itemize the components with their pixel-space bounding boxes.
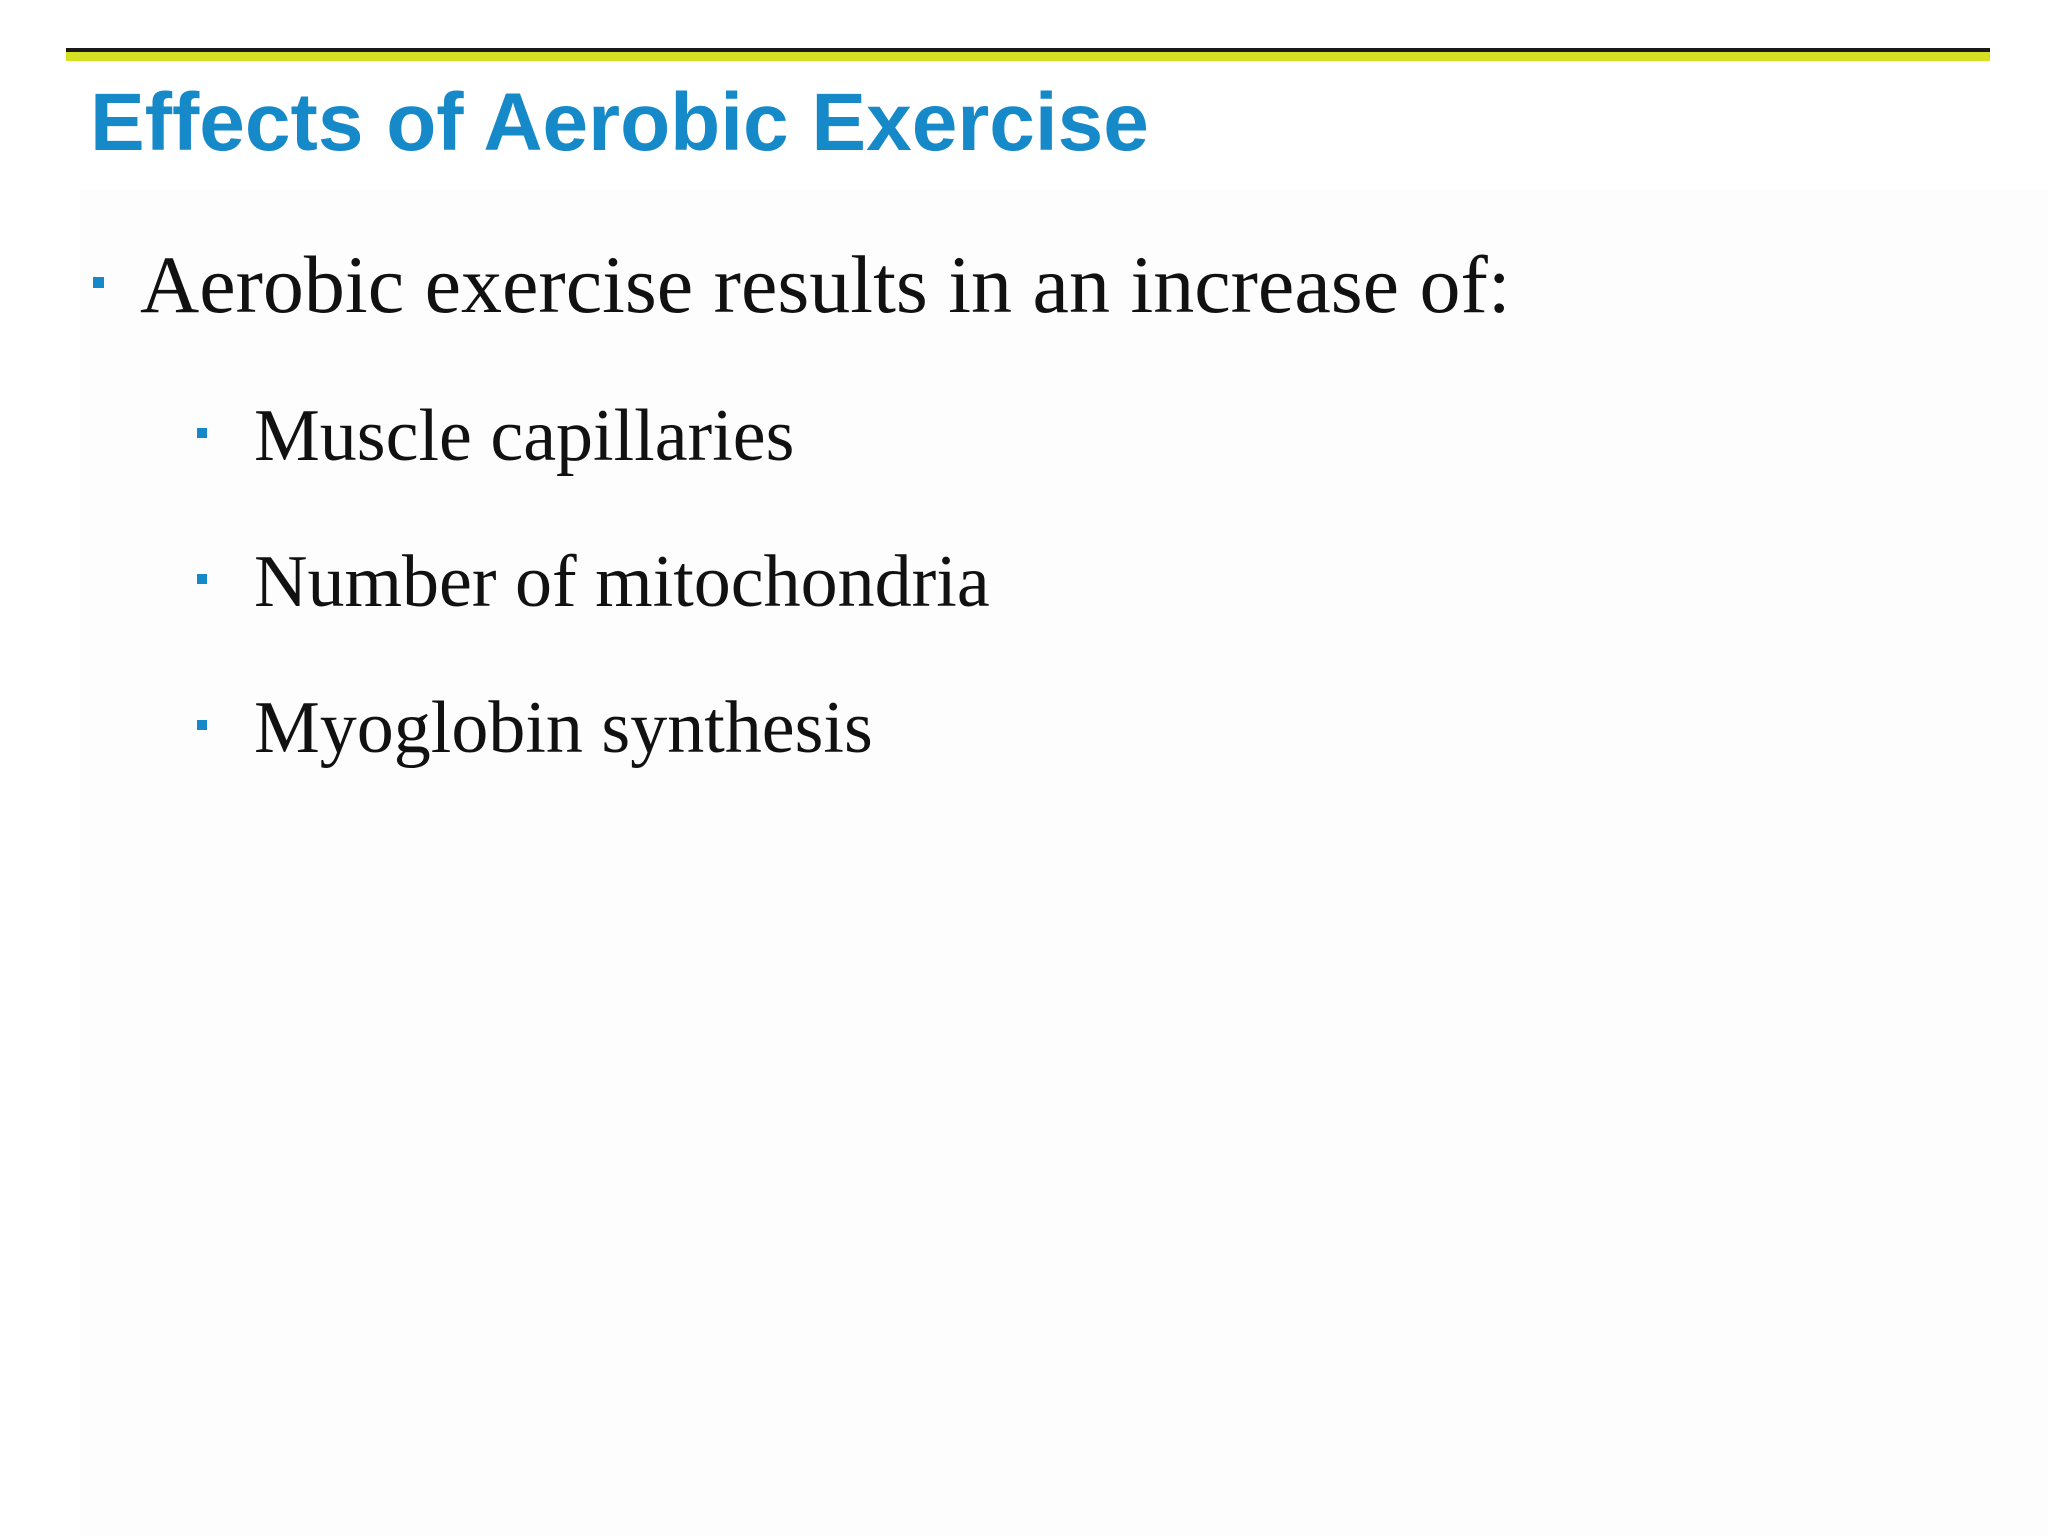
sub-bullet-item bbox=[254, 688, 873, 769]
sub-bullet-text: Muscle capillaries bbox=[254, 395, 795, 477]
sub-bullet-item bbox=[254, 396, 794, 477]
bullet-item bbox=[140, 240, 1511, 330]
square-bullet-icon bbox=[197, 720, 207, 730]
sub-bullet-item bbox=[254, 542, 990, 623]
sub-bullet-text: Number of mitochondria bbox=[254, 541, 990, 623]
sub-bullet-text: Myoglobin synthesis bbox=[254, 687, 873, 769]
slide-title: Effects of Aerobic Exercise bbox=[90, 77, 1149, 168]
bullet-text: Aerobic exercise results in an increase of: bbox=[140, 239, 1511, 330]
square-bullet-icon bbox=[93, 277, 104, 288]
square-bullet-icon bbox=[197, 428, 207, 438]
square-bullet-icon bbox=[197, 574, 207, 584]
